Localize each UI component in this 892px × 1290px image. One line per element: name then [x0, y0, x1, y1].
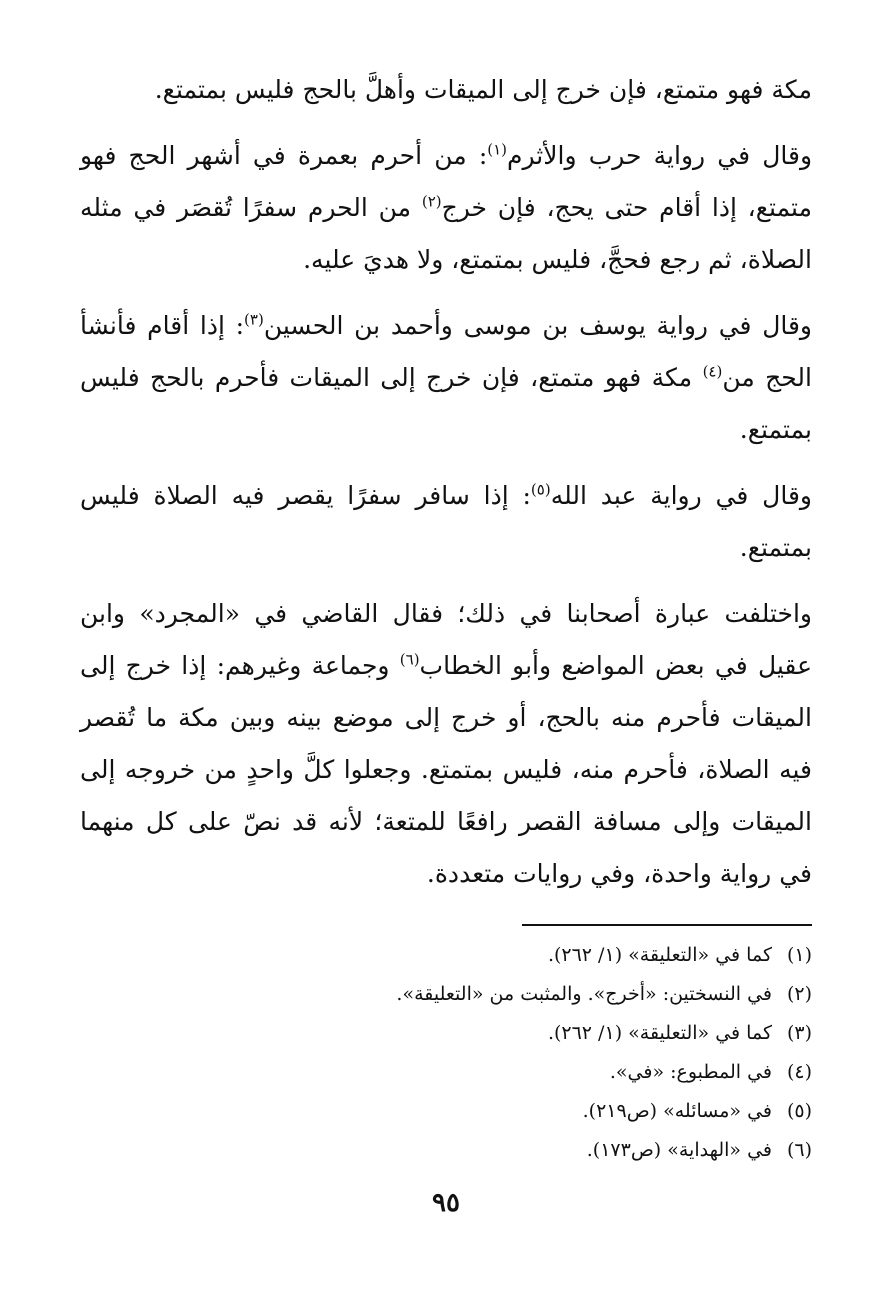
text-segment: : إذا أقام فأنشأ الحج من: [80, 311, 812, 392]
footnotes: [80, 936, 812, 1170]
paragraph: [80, 588, 812, 900]
footnote-number: (٣): [786, 1022, 812, 1044]
footnote-text: في المطبوع: «في».: [609, 1061, 772, 1083]
text-segment: وقال في رواية حرب والأثرم: [507, 141, 813, 170]
footnote-text: في «مسائله» (ص٢١٩).: [582, 1100, 772, 1122]
footnote-marker: (٦): [399, 650, 420, 669]
text-segment: وقال في رواية عبد الله: [550, 481, 812, 510]
footnote: [80, 1014, 812, 1053]
text-segment: وقال في رواية يوسف بن موسى وأحمد بن الحسين: [263, 311, 813, 340]
footnote-number: (٢): [786, 983, 812, 1005]
paragraph: [80, 470, 812, 574]
footnote-text: كما في «التعليقة» (١/ ٢٦٢).: [547, 1022, 772, 1044]
footnote: [80, 936, 812, 975]
footnote-marker: (٣): [244, 310, 264, 329]
footnote-marker: (١): [487, 140, 508, 159]
footnote-text: في «الهداية» (ص١٧٣).: [586, 1139, 772, 1161]
paragraph: [80, 300, 812, 456]
body-text: [80, 64, 812, 900]
text-segment: واختلفت عبارة أصحابنا في ذلك؛ فقال القاضي في «المجرد» وابن عقيل في بعض المواضع وأبو الخطاب: [80, 599, 812, 680]
footnote-number: (٦): [786, 1139, 812, 1161]
text-segment: مكة فهو متمتع، فإن خرج إلى الميقات فأحرم بالحج فليس بمتمتع.: [80, 363, 812, 444]
footnote-number: (١): [786, 944, 812, 966]
text-segment: مكة فهو متمتع، فإن خرج إلى الميقات وأهلَّ بالحج فليس بمتمتع.: [154, 75, 812, 104]
footnote: [80, 1131, 812, 1170]
page-number: ٩٥: [432, 1188, 460, 1218]
footnote: [80, 975, 812, 1014]
footnote-text: في النسختين: «أخرج». والمثبت من «التعليقة».: [396, 983, 772, 1005]
text-segment: : إذا سافر سفرًا يقصر فيه الصلاة فليس بمتمتع.: [80, 481, 812, 562]
footnote-text: كما في «التعليقة» (١/ ٢٦٢).: [547, 944, 772, 966]
footnote-marker: (٥): [530, 480, 551, 499]
paragraph: [80, 130, 812, 286]
text-segment: : من أحرم بعمرة في أشهر الحج فهو متمتع، إذا أقام حتى يحج، فإن خرج: [80, 141, 812, 222]
footnote: [80, 1053, 812, 1092]
paragraph: [80, 64, 812, 116]
footnote-marker: (٢): [421, 192, 442, 211]
footnote: [80, 1092, 812, 1131]
footnote-number: (٤): [786, 1061, 812, 1083]
footnote-number: (٥): [786, 1100, 812, 1122]
footnote-separator: [522, 924, 812, 926]
text-segment: من الحرم سفرًا تُقصَر في مثله الصلاة، ثم رجع فحجَّ، فليس بمتمتع، ولا هديَ عليه.: [80, 193, 812, 274]
footnote-marker: (٤): [702, 362, 723, 381]
text-segment: وجماعة وغيرهم: إذا خرج إلى الميقات فأحرم منه بالحج، أو خرج إلى موضع بينه وبين مكة ما تُقصر فيه الصلاة، فأحرم منه، فليس بمتمتع. وجعلوا كلَّ واحدٍ من خروجه إلى الميقات وإلى مسافة القصر رافعًا للمتعة؛ لأنه قد نصّ على كل منهما في رواية واحدة، وفي روايات متعددة.: [80, 651, 812, 888]
